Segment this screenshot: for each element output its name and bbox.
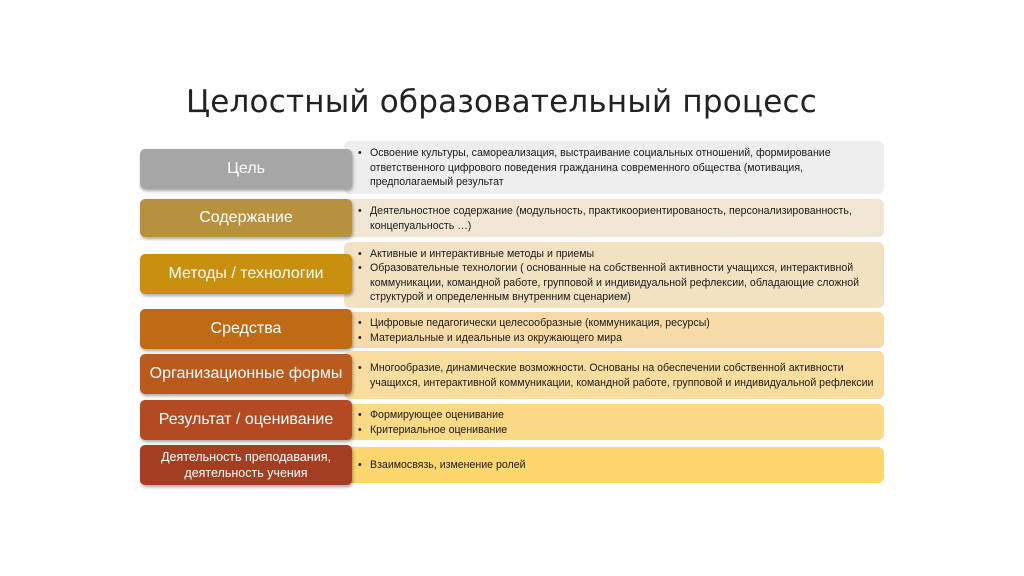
row-content-label: Содержание xyxy=(140,199,352,237)
bullet-text: • Формирующее оценивание xyxy=(356,408,874,423)
bullet-text: • Деятельностное содержание (модульность, практикоориентированость, персонализированность, концепуальность …) xyxy=(356,204,874,233)
row-methods-label: Методы / технологии xyxy=(140,254,352,294)
bullet-text: • Критериальное оценивание xyxy=(356,423,874,438)
slide-title: Целостный образовательный процесс xyxy=(186,84,817,120)
row-assessment-description xyxy=(344,404,884,440)
bullet-text: • Освоение культуры, самореализация, выстраивание социальных отношений, формирование ответственного цифрового поведения гражданина современного общества (мотивация, предполагаемый результат xyxy=(356,146,874,190)
row-goal-description xyxy=(344,141,884,194)
row-activity-description xyxy=(344,447,884,483)
bullet-text: • Активные и интерактивные методы и приемы xyxy=(356,247,874,262)
row-forms-description xyxy=(344,351,884,399)
bullet-text: • Материальные и идеальные из окружающего мира xyxy=(356,331,874,346)
row-means-label: Средства xyxy=(140,309,352,349)
row-assessment-label: Результат / оценивание xyxy=(140,400,352,440)
bullet-text: • Взаимосвязь, изменение ролей xyxy=(356,458,874,473)
row-activity-label: Деятельность преподавания, деятельность учения xyxy=(140,445,352,485)
row-means-description xyxy=(344,312,884,348)
row-content-description xyxy=(344,199,884,237)
bullet-text: • Цифровые педагогически целесообразные (коммуникация, ресурсы) xyxy=(356,316,874,331)
bullet-text: • Многообразие, динамические возможности. Основаны на обеспечении собственной активности учащихся, интерактивной коммуникации, командной работе, групповой и индивидуальной рефлексии xyxy=(356,361,874,390)
row-methods-description xyxy=(344,242,884,308)
row-goal-label: Цель xyxy=(140,149,352,189)
row-forms-label: Организационные формы xyxy=(140,354,352,394)
bullet-text: • Образовательные технологии ( основанные на собственной активности учащихся, интерактивной коммуникации, командной работе, групповой и индивидуальной рефлексии, обладающие сложной структурой и определенным внутренним сценарием) xyxy=(356,261,874,305)
